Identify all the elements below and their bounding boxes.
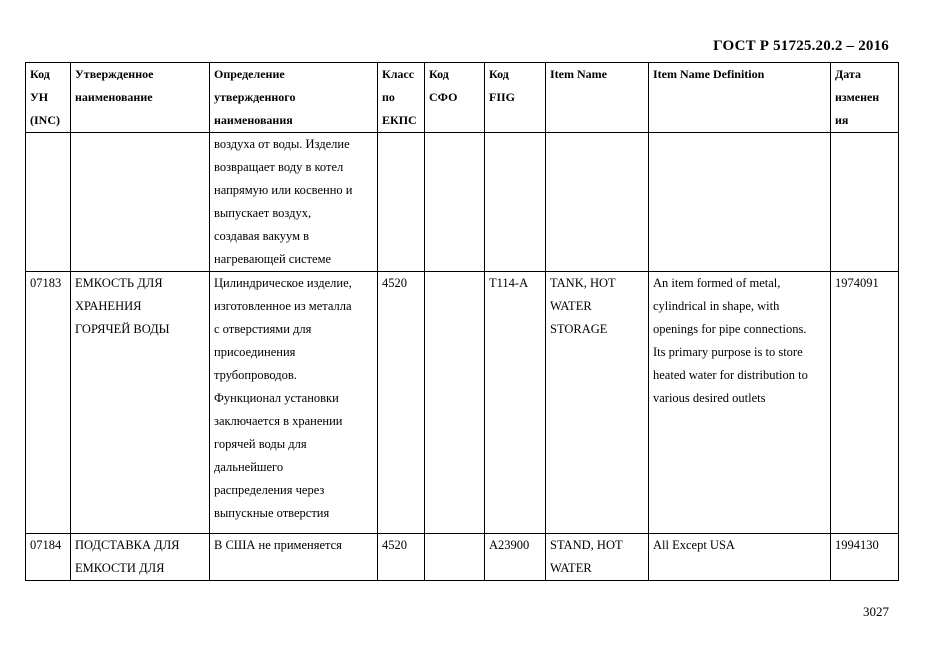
- cell-line: ЕМКОСТИ ДЛЯ: [75, 561, 165, 575]
- cell-fiig: [485, 133, 546, 272]
- cell-line: All Except USA: [653, 538, 735, 552]
- col-definition-header: [210, 63, 378, 133]
- cell-line: ГОРЯЧЕЙ ВОДЫ: [75, 322, 170, 336]
- cell-line: СФО: [429, 90, 458, 104]
- cell-sfo: [425, 534, 485, 581]
- cell-line: В США не применяется: [214, 538, 342, 552]
- cell-line: STAND, HOT: [550, 538, 623, 552]
- cell-line: Item Name: [550, 67, 607, 81]
- cell-line: изготовленное из металла: [214, 299, 352, 313]
- page-number: 3027: [863, 604, 889, 619]
- cell-line: с отверстиями для: [214, 322, 312, 336]
- header-row: [26, 63, 899, 133]
- cell-line: WATER: [550, 561, 592, 575]
- cell-line: ПОДСТАВКА ДЛЯ: [75, 538, 180, 552]
- cell-line: Цилиндрическое изделие,: [214, 276, 352, 290]
- cell-name: [71, 534, 210, 581]
- cell-name: [71, 133, 210, 272]
- registry-table: [25, 62, 899, 581]
- cell-inc: 07184: [26, 534, 71, 581]
- col-item-name-header: [546, 63, 649, 133]
- cell-definition: [210, 272, 378, 534]
- cell-inc: 07183: [26, 272, 71, 534]
- cell-line: Код: [489, 67, 509, 81]
- cell-definition: [210, 534, 378, 581]
- cell-line: воздуха от воды. Изделие: [214, 137, 350, 151]
- cell-line: Функционал установки: [214, 391, 339, 405]
- cell-line: выпускает воздух,: [214, 206, 312, 220]
- cell-definition: [210, 133, 378, 272]
- cell-ekps: 4520: [378, 272, 425, 534]
- cell-line: выпускные отверстия: [214, 506, 330, 520]
- cell-line: ЕКПС: [382, 113, 417, 127]
- cell-line: утвержденного: [214, 90, 296, 104]
- cell-line: распределения через: [214, 483, 325, 497]
- col-fiig-header: [485, 63, 546, 133]
- cell-line: заключается в хранении: [214, 414, 343, 428]
- cell-line: Код: [30, 67, 50, 81]
- cell-item-name: [546, 534, 649, 581]
- cell-line: An item formed of metal,: [653, 276, 781, 290]
- col-ekps-header: [378, 63, 425, 133]
- cell-line: (INC): [30, 113, 60, 127]
- cell-line: WATER: [550, 299, 592, 313]
- cell-line: cylindrical in shape, with: [653, 299, 780, 313]
- cell-line: heated water for distribution to: [653, 368, 808, 382]
- cell-date: 1994130: [831, 534, 899, 581]
- cell-line: возвращает воду в котел: [214, 160, 344, 174]
- cell-item-name: [546, 133, 649, 272]
- cell-line: Определение: [214, 67, 285, 81]
- cell-line: создавая вакуум в: [214, 229, 310, 243]
- col-item-definition-header: [649, 63, 831, 133]
- col-name-header: [71, 63, 210, 133]
- cell-ekps: [378, 133, 425, 272]
- table-row: [26, 272, 899, 534]
- cell-line: Its primary purpose is to store: [653, 345, 803, 359]
- cell-line: наименование: [75, 90, 153, 104]
- cell-sfo: [425, 133, 485, 272]
- cell-item-name: [546, 272, 649, 534]
- cell-item-definition: [649, 534, 831, 581]
- cell-inc: [26, 133, 71, 272]
- cell-line: изменен: [835, 90, 880, 104]
- cell-line: наименования: [214, 113, 293, 127]
- cell-line: трубопроводов.: [214, 368, 297, 382]
- cell-sfo: [425, 272, 485, 534]
- cell-line: STORAGE: [550, 322, 608, 336]
- cell-line: ХРАНЕНИЯ: [75, 299, 142, 313]
- col-date-header: [831, 63, 899, 133]
- cell-line: Класс: [382, 67, 415, 81]
- cell-line: нагревающей системе: [214, 252, 332, 266]
- col-inc-header: [26, 63, 71, 133]
- cell-line: TANK, HOT: [550, 276, 616, 290]
- cell-line: Код: [429, 67, 449, 81]
- cell-line: openings for pipe connections.: [653, 322, 807, 336]
- cell-date: 1974091: [831, 272, 899, 534]
- cell-date: [831, 133, 899, 272]
- cell-fiig: T114-A: [485, 272, 546, 534]
- cell-line: various desired outlets: [653, 391, 766, 405]
- cell-item-definition: [649, 272, 831, 534]
- cell-line: напрямую или косвенно и: [214, 183, 353, 197]
- col-sfo-header: [425, 63, 485, 133]
- table-row: [26, 534, 899, 581]
- cell-line: УН: [30, 90, 49, 104]
- cell-line: горячей воды для: [214, 437, 307, 451]
- cell-line: Дата: [835, 67, 861, 81]
- cell-line: Утвержденное: [75, 67, 154, 81]
- cell-ekps: 4520: [378, 534, 425, 581]
- cell-line: ия: [835, 113, 849, 127]
- cell-line: Item Name Definition: [653, 67, 765, 81]
- document-code: ГОСТ Р 51725.20.2 – 2016: [713, 38, 889, 54]
- cell-line: по: [382, 90, 395, 104]
- cell-fiig: A23900: [485, 534, 546, 581]
- cell-line: FIIG: [489, 90, 516, 104]
- cell-line: дальнейшего: [214, 460, 284, 474]
- cell-line: присоединения: [214, 345, 296, 359]
- continuation-row: [26, 133, 899, 272]
- cell-line: ЕМКОСТЬ ДЛЯ: [75, 276, 163, 290]
- cell-item-definition: [649, 133, 831, 272]
- cell-name: [71, 272, 210, 534]
